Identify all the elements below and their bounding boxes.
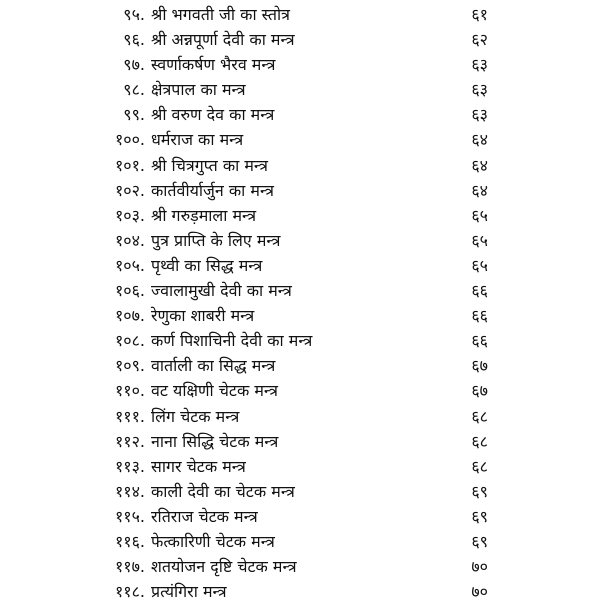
toc-entry bbox=[0, 579, 600, 604]
entry-number: १०५. bbox=[114, 255, 145, 275]
toc-entry bbox=[0, 454, 600, 479]
entry-number: ११०. bbox=[114, 381, 145, 401]
entry-title: श्री चित्रगुप्त का मन्त्र bbox=[151, 155, 268, 175]
toc-entry bbox=[0, 228, 600, 253]
entry-number: ११६. bbox=[114, 531, 145, 551]
entry-title: लिंग चेटक मन्त्र bbox=[151, 406, 240, 426]
entry-title: श्री वरुण देव का मन्त्र bbox=[151, 105, 275, 125]
entry-number: १०७. bbox=[114, 306, 145, 326]
entry-page-number: ६९ bbox=[471, 481, 488, 501]
toc-entry bbox=[0, 353, 600, 378]
toc-entry bbox=[0, 554, 600, 579]
toc-entry bbox=[0, 2, 600, 27]
toc-entry bbox=[0, 303, 600, 328]
entry-page-number: ६३ bbox=[471, 55, 488, 75]
entry-page-number: ६४ bbox=[471, 180, 488, 200]
entry-page-number: ७० bbox=[471, 582, 488, 602]
entry-title: काली देवी का चेटक मन्त्र bbox=[151, 481, 295, 501]
entry-title: वट यक्षिणी चेटक मन्त्र bbox=[151, 381, 278, 401]
entry-title: रतिराज चेटक मन्त्र bbox=[151, 506, 258, 526]
entry-number: १०८. bbox=[114, 331, 145, 351]
entry-page-number: ६३ bbox=[471, 80, 488, 100]
entry-page-number: ६८ bbox=[471, 456, 488, 476]
entry-number: ११७. bbox=[114, 557, 145, 577]
entry-title: रेणुका शाबरी मन्त्र bbox=[151, 306, 255, 326]
entry-page-number: ६६ bbox=[471, 281, 488, 301]
toc-entry bbox=[0, 378, 600, 403]
entry-number: ११८. bbox=[114, 582, 145, 602]
toc-entry bbox=[0, 479, 600, 504]
entry-page-number: ६२ bbox=[471, 30, 488, 50]
entry-title: क्षेत्रपाल का मन्त्र bbox=[151, 80, 246, 100]
entry-title: सागर चेटक मन्त्र bbox=[151, 456, 246, 476]
toc-entry bbox=[0, 429, 600, 454]
entry-page-number: ६३ bbox=[471, 105, 488, 125]
toc-entry bbox=[0, 529, 600, 554]
entry-number: ११३. bbox=[114, 456, 145, 476]
toc-entry bbox=[0, 153, 600, 178]
entry-number: १०१. bbox=[114, 155, 145, 175]
toc-entry bbox=[0, 203, 600, 228]
entry-page-number: ६५ bbox=[471, 255, 488, 275]
entry-number: ९५. bbox=[123, 5, 145, 24]
entry-title: धर्मराज का मन्त्र bbox=[151, 130, 244, 150]
entry-number: १११. bbox=[114, 406, 145, 426]
entry-page-number: ६४ bbox=[471, 130, 488, 150]
entry-number: १०२. bbox=[114, 180, 145, 200]
toc-entry bbox=[0, 278, 600, 303]
entry-title: श्री अन्नपूर्णा देवी का मन्त्र bbox=[151, 30, 295, 50]
entry-title: पुत्र प्राप्ति के लिए मन्त्र bbox=[151, 230, 281, 250]
toc-entry bbox=[0, 77, 600, 102]
toc-entry bbox=[0, 328, 600, 353]
entry-number: ११२. bbox=[114, 431, 145, 451]
table-of-contents bbox=[0, 2, 600, 604]
entry-number: १०९. bbox=[114, 356, 145, 376]
entry-page-number: ६९ bbox=[471, 506, 488, 526]
entry-page-number: ७० bbox=[471, 557, 488, 577]
toc-entry bbox=[0, 253, 600, 278]
entry-number: १०३. bbox=[114, 205, 145, 225]
entry-title: श्री गरुड़माला मन्त्र bbox=[151, 205, 257, 225]
toc-entry bbox=[0, 127, 600, 152]
entry-title: शतयोजन दृष्टि चेटक मन्त्र bbox=[151, 557, 297, 577]
toc-entry bbox=[0, 404, 600, 429]
entry-title: वार्ताली का सिद्ध मन्त्र bbox=[151, 356, 276, 376]
entry-page-number: ६४ bbox=[471, 155, 488, 175]
entry-page-number: ६५ bbox=[471, 205, 488, 225]
entry-number: ९८. bbox=[123, 80, 145, 100]
entry-title: प्रत्यंगिरा मन्त्र bbox=[151, 582, 227, 602]
entry-number: ११५. bbox=[114, 506, 145, 526]
entry-title: कार्तवीर्यार्जुन का मन्त्र bbox=[151, 180, 274, 200]
entry-page-number: ६१ bbox=[471, 5, 488, 24]
entry-number: १०६. bbox=[114, 281, 145, 301]
entry-page-number: ६७ bbox=[471, 356, 488, 376]
entry-title: फेत्कारिणी चेटक मन्त्र bbox=[151, 531, 275, 551]
entry-number: ९६. bbox=[123, 30, 145, 50]
entry-page-number: ६८ bbox=[471, 431, 488, 451]
entry-title: स्वर्णाकर्षण भैरव मन्त्र bbox=[151, 55, 276, 75]
entry-title: नाना सिद्धि चेटक मन्त्र bbox=[151, 431, 279, 451]
entry-page-number: ६६ bbox=[471, 306, 488, 326]
entry-page-number: ६९ bbox=[471, 531, 488, 551]
entry-title: कर्ण पिशाचिनी देवी का मन्त्र bbox=[151, 331, 313, 351]
entry-page-number: ६८ bbox=[471, 406, 488, 426]
toc-entry bbox=[0, 504, 600, 529]
entry-page-number: ६५ bbox=[471, 230, 488, 250]
entry-number: १०४. bbox=[114, 230, 145, 250]
entry-title: ज्वालामुखी देवी का मन्त्र bbox=[151, 281, 292, 301]
entry-number: १००. bbox=[114, 130, 145, 150]
toc-entry bbox=[0, 27, 600, 52]
entry-number: ११४. bbox=[114, 481, 145, 501]
entry-title: श्री भगवती जी का स्तोत्र bbox=[151, 5, 290, 24]
toc-entry bbox=[0, 52, 600, 77]
entry-page-number: ६६ bbox=[471, 331, 488, 351]
entry-page-number: ६७ bbox=[471, 381, 488, 401]
entry-number: ९९. bbox=[123, 105, 145, 125]
toc-entry bbox=[0, 102, 600, 127]
entry-number: ९७. bbox=[123, 55, 145, 75]
entry-title: पृथ्वी का सिद्ध मन्त्र bbox=[151, 255, 263, 275]
toc-entry bbox=[0, 178, 600, 203]
